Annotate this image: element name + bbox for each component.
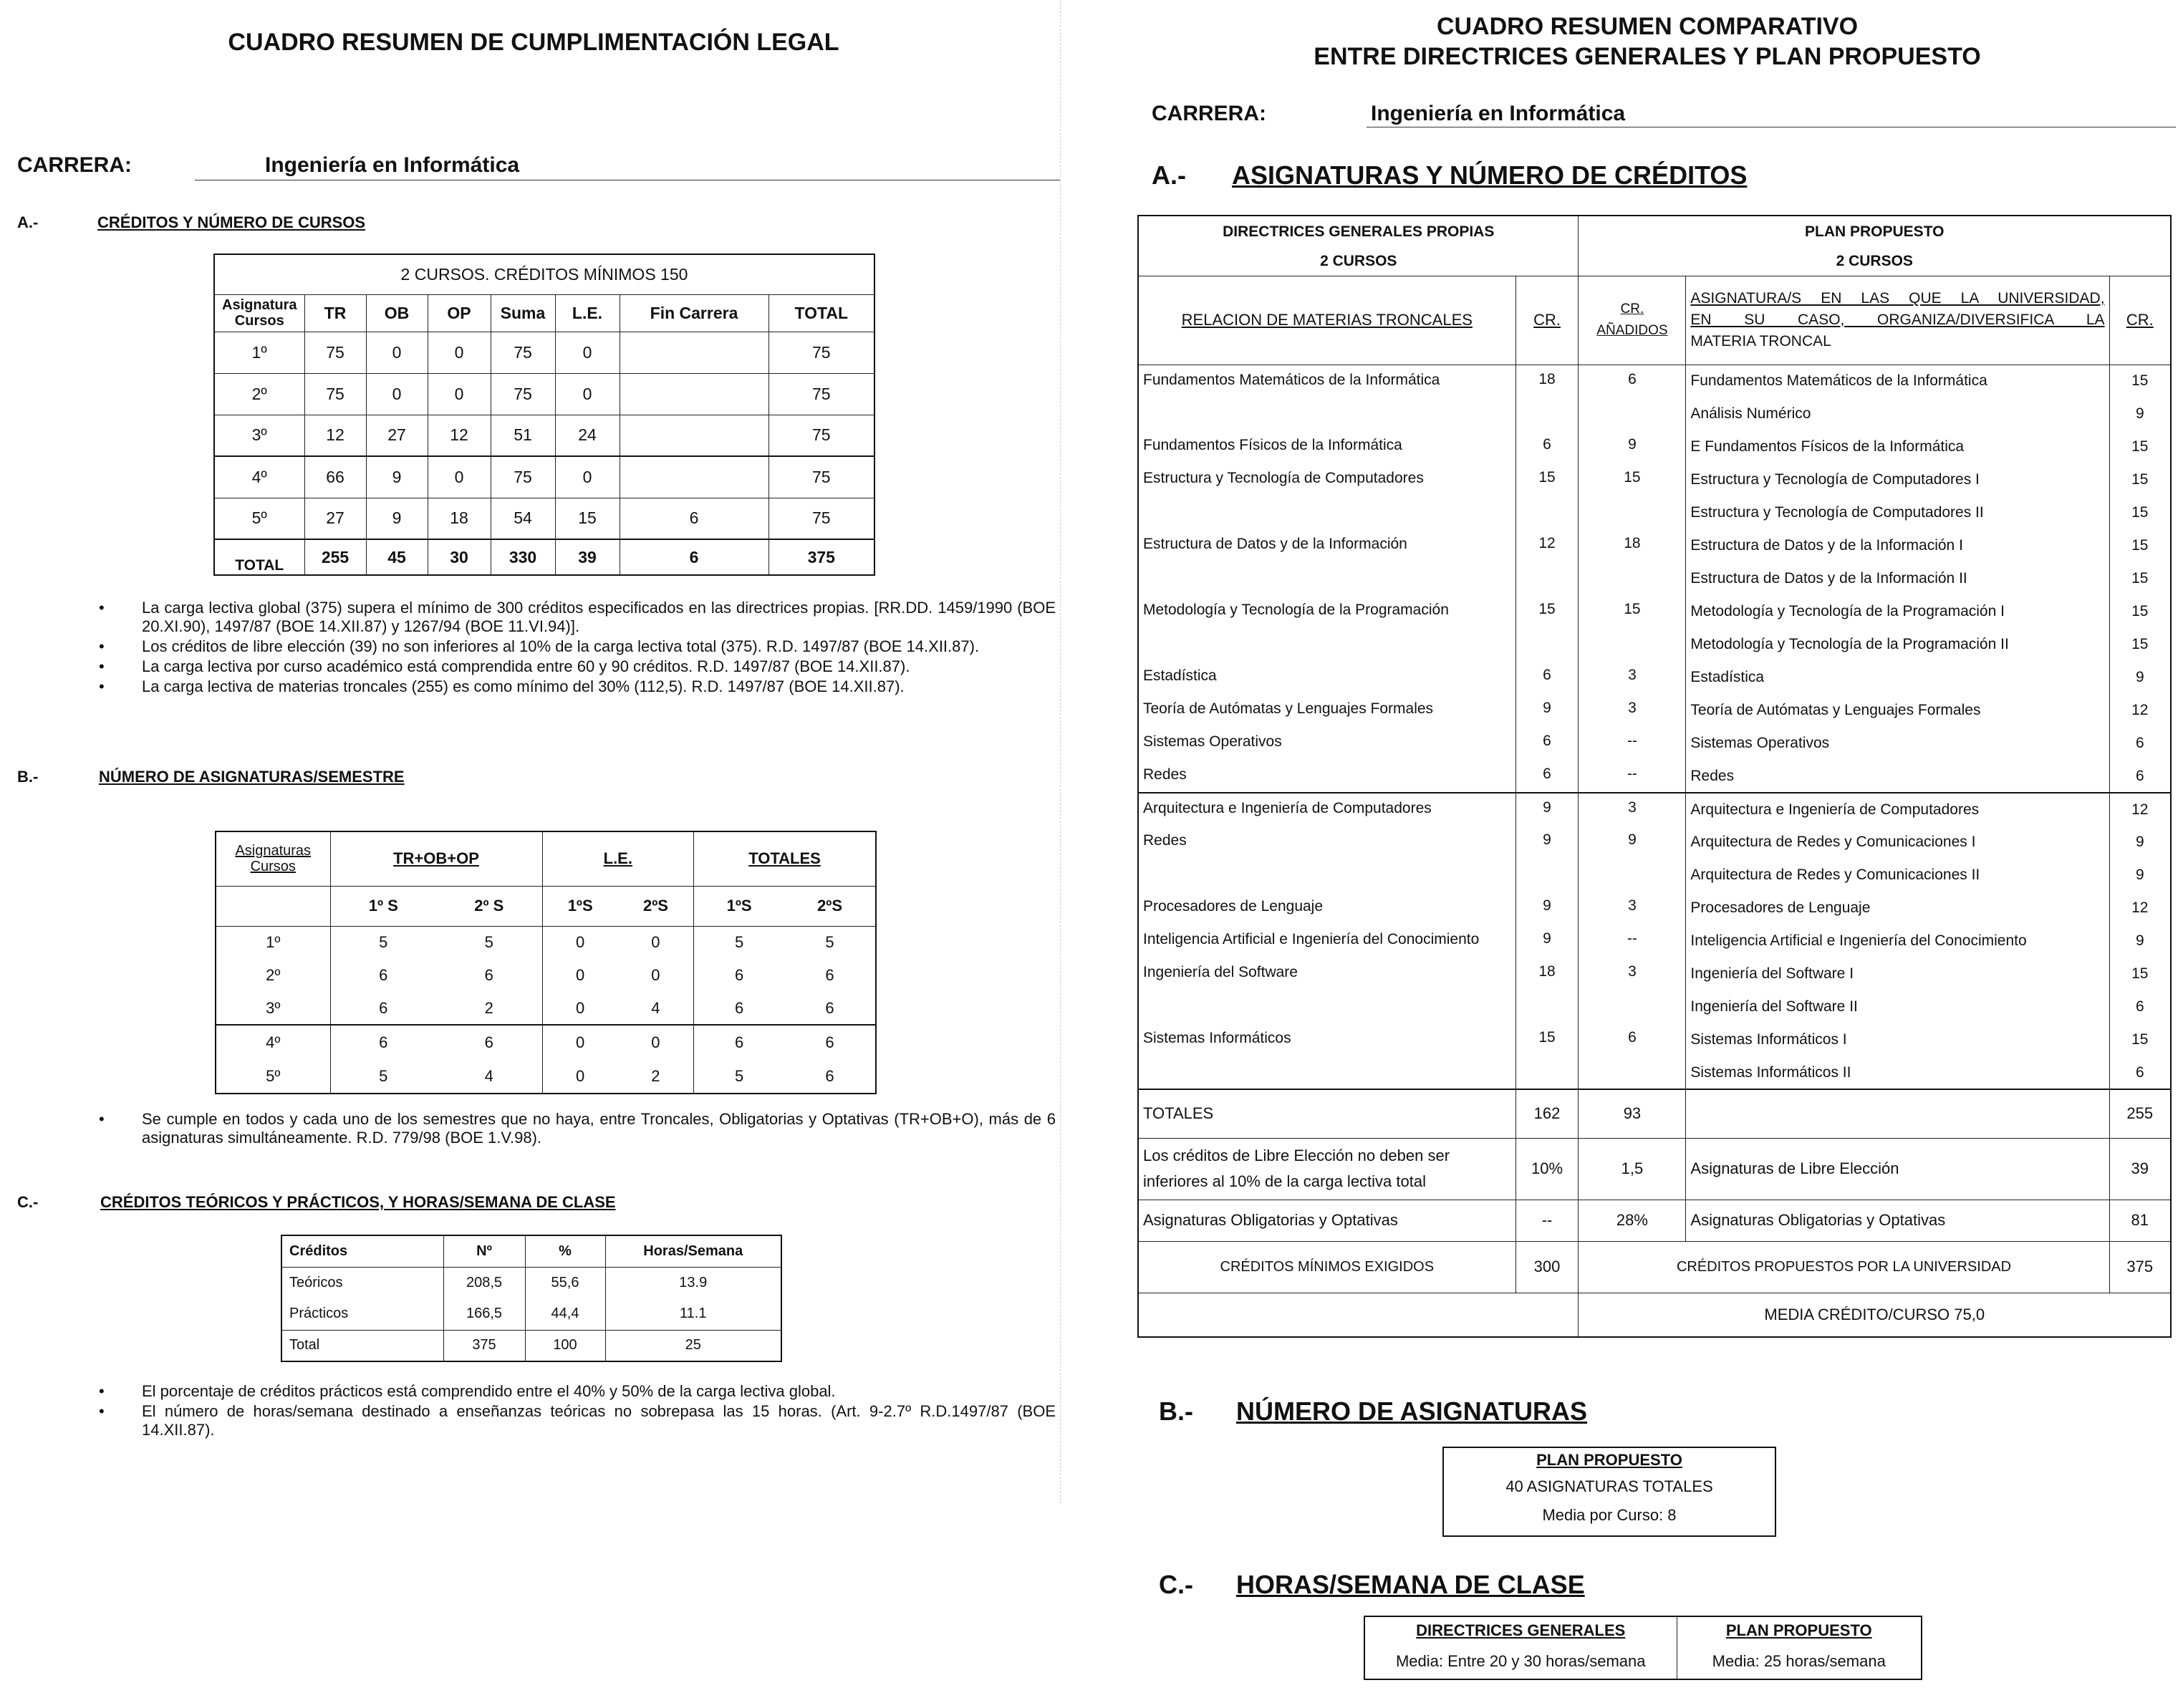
semester-sub: 2ºS (618, 886, 694, 926)
hours-header: Horas/Semana (605, 1235, 781, 1267)
credit-cell: 15 (2109, 595, 2171, 628)
credit-cell: 15 (1515, 463, 1579, 529)
table-row (1138, 760, 2171, 793)
asignatura-cell: Ingeniería del Software II (1686, 990, 2109, 1023)
semester-group: L.E. (542, 831, 694, 886)
credit-cell: 18 (1579, 529, 1686, 595)
pp-cursos: 2 CURSOS (1579, 247, 2171, 276)
dg-header: DIRECTRICES GENERALES PROPIAS (1138, 216, 1579, 247)
credit-cell: 9 (1579, 430, 1686, 463)
credit-cell: 9 (1579, 826, 1686, 892)
col-header: ASIGNATURA/S EN LAS QUE LA UNIVERSIDAD, EN SU CASO, ORGANIZA/DIVERSIFICA LA MATERIA TRONCAL (1686, 276, 2109, 365)
credit-cell: 9 (1515, 826, 1579, 892)
table-row (1138, 595, 2171, 628)
credit-cell: 6 (2109, 1056, 2171, 1089)
credit-cell: 9 (2109, 661, 2171, 694)
list-item: • La carga lectiva por curso académico está comprendida entre 60 y 90 créditos. R.D. 1497/87 (BOE 14.XII.87). (99, 657, 1056, 676)
materia-cell: Fundamentos Físicos de la Informática (1138, 430, 1515, 463)
credit-cell: 15 (1579, 463, 1686, 529)
credit-cell: 9 (1515, 694, 1579, 727)
asignatura-cell: Estructura de Datos y de la Información I (1686, 529, 2109, 562)
plan-box-media: Media por Curso: 8 (1542, 1506, 1677, 1524)
table-row: Prácticos 166,5 44,4 11.1 (281, 1298, 781, 1330)
credit-cell: 6 (2109, 727, 2171, 760)
table-row (1138, 694, 2171, 727)
hours-header: % (525, 1235, 605, 1267)
credit-cell: 15 (2109, 463, 2171, 496)
materia-cell: Ingeniería del Software (1138, 957, 1515, 1023)
table-row (1138, 430, 2171, 463)
credit-cell: 6 (1515, 430, 1579, 463)
minimos-row: CRÉDITOS MÍNIMOS EXIGIDOS 300 CRÉDITOS PROPUESTOS POR LA UNIVERSIDAD 375 (1138, 1241, 2171, 1293)
asignatura-cell: Redes (1686, 760, 2109, 793)
credit-cell: 9 (2109, 397, 2171, 430)
asignatura-cell: Inteligencia Artificial e Ingeniería del Conocimiento (1686, 925, 2109, 957)
materia-cell: Estructura de Datos y de la Información (1138, 529, 1515, 595)
credit-cell: -- (1579, 727, 1686, 760)
credit-cell: 6 (1515, 727, 1579, 760)
table-row: 3º 6 2 0 4 6 6 (216, 992, 876, 1025)
credit-cell: 9 (1515, 793, 1579, 826)
bullets-b (99, 1110, 1056, 1149)
page-divider (1060, 0, 1061, 1504)
credit-cell: 6 (2109, 760, 2171, 793)
plan-box-title: PLAN PROPUESTO (1536, 1451, 1682, 1469)
credit-cell: 15 (2109, 628, 2171, 661)
hours-compare-header: DIRECTRICES GENERALES (1364, 1616, 1677, 1644)
plan-box-total: 40 ASIGNATURAS TOTALES (1505, 1477, 1713, 1495)
credit-cell: 9 (2109, 859, 2171, 892)
materia-cell: Fundamentos Matemáticos de la Informática (1138, 365, 1515, 430)
credit-cell: 12 (2109, 793, 2171, 826)
credit-cell: 6 (1579, 1023, 1686, 1089)
carrera-label-right: CARRERA: (1152, 102, 1266, 125)
col-header: RELACION DE MATERIAS TRONCALES (1138, 276, 1515, 365)
table-row: 4º 66 9 0 75 0 75 (214, 456, 874, 498)
bullets-c (99, 1382, 1056, 1441)
hours-table (281, 1235, 782, 1362)
troncales-group-1 (1138, 365, 2171, 793)
credit-cell: 9 (1515, 925, 1579, 957)
credits-header: L.E. (555, 294, 620, 332)
col-header: CR. AÑADIDOS (1579, 276, 1686, 365)
hours-compare-table (1364, 1616, 1922, 1680)
section-c-title: CRÉDITOS TEÓRICOS Y PRÁCTICOS, Y HORAS/SEMANA DE CLASE (100, 1193, 616, 1211)
credit-cell: 6 (1579, 365, 1686, 430)
semester-h-asig: Asignaturas Cursos (216, 831, 330, 886)
list-item: • El número de horas/semana destinado a enseñanzas teóricas no sobrepasa las 15 horas. (Art. 9-2.7º R.D.1497/87 (BOE 14.XII.87). (99, 1402, 1056, 1439)
hours-header: Créditos (281, 1235, 443, 1267)
credits-header: TOTAL (768, 294, 874, 332)
credit-cell: 12 (2109, 694, 2171, 727)
table-row: 1º 5 5 0 0 5 5 (216, 926, 876, 959)
table-row (1138, 727, 2171, 760)
credit-cell: 12 (2109, 892, 2171, 925)
list-item: • La carga lectiva de materias troncales (255) es como mínimo del 30% (112,5). R.D. 1497/87 (BOE 14.XII.87). (99, 677, 1056, 696)
table-row: 1º 75 0 0 75 0 75 (214, 332, 874, 373)
asignatura-cell: Arquitectura de Redes y Comunicaciones II (1686, 859, 2109, 892)
table-row: 2º 6 6 0 0 6 6 (216, 959, 876, 992)
credit-cell: 9 (1515, 892, 1579, 925)
section-b-title-right: NÚMERO DE ASIGNATURAS (1236, 1396, 1588, 1426)
asignatura-cell: Estadística (1686, 661, 2109, 694)
semester-sub: 1º S (330, 886, 436, 926)
credit-cell: 15 (2109, 365, 2171, 397)
asignatura-cell: Ingeniería del Software I (1686, 957, 2109, 990)
list-item: • Los créditos de libre elección (39) no son inferiores al 10% de la carga lectiva total (375). R.D. 1497/87 (BOE 14.XII.87). (99, 637, 1056, 656)
comparison-table (1137, 215, 2172, 1338)
list-item: • El porcentaje de créditos prácticos está comprendido entre el 40% y 50% de la carga lectiva global. (99, 1382, 1056, 1401)
credit-cell: 15 (2109, 562, 2171, 595)
credit-cell: 6 (1515, 661, 1579, 694)
credit-cell: 6 (2109, 990, 2171, 1023)
credits-header: OB (366, 294, 428, 332)
credit-cell: 15 (2109, 957, 2171, 990)
table-row (1138, 793, 2171, 826)
oblig-row: Asignaturas Obligatorias y Optativas -- 28% Asignaturas Obligatorias y Optativas 81 (1138, 1200, 2171, 1241)
semester-sub: 1ºS (694, 886, 785, 926)
section-a-title-right: ASIGNATURAS Y NÚMERO DE CRÉDITOS (1232, 160, 1748, 190)
materia-cell: Estructura y Tecnología de Computadores (1138, 463, 1515, 529)
table-row (1138, 661, 2171, 694)
credit-cell: 15 (2109, 430, 2171, 463)
materia-cell: Redes (1138, 826, 1515, 892)
credit-cell: -- (1579, 925, 1686, 957)
credit-cell: 3 (1579, 661, 1686, 694)
credit-cell: 18 (1515, 957, 1579, 1023)
asignatura-cell: Sistemas Operativos (1686, 727, 2109, 760)
table-row: 5º 5 4 0 2 5 6 (216, 1059, 876, 1094)
credit-cell: 9 (2109, 925, 2171, 957)
media-row: MEDIA CRÉDITO/CURSO 75,0 (1138, 1293, 2171, 1337)
table-row (1138, 892, 2171, 925)
asignatura-cell: Procesadores de Lenguaje (1686, 892, 2109, 925)
semester-group: TOTALES (694, 831, 876, 886)
credit-cell: 15 (1515, 595, 1579, 661)
section-c-letter: C.- (17, 1193, 39, 1211)
right-title-2: ENTRE DIRECTRICES GENERALES Y PLAN PROPUESTO (1314, 43, 1981, 70)
dg-cursos: 2 CURSOS (1138, 247, 1579, 276)
materia-cell: Sistemas Operativos (1138, 727, 1515, 760)
credit-cell: 15 (2109, 529, 2171, 562)
table-row (1138, 957, 2171, 990)
carrera-value-right: Ingeniería en Informática (1371, 102, 1626, 125)
plan-box (1442, 1447, 1776, 1537)
semester-sub: 1ºS (542, 886, 618, 926)
table-row (1138, 463, 2171, 496)
credits-total-row: TOTAL 255 45 30 330 39 6 375 (214, 539, 874, 575)
asignatura-cell: Sistemas Informáticos II (1686, 1056, 2109, 1089)
credits-caption: 2 CURSOS. CRÉDITOS MÍNIMOS 150 (214, 254, 874, 294)
table-row (1138, 1023, 2171, 1056)
section-a-letter-right: A.- (1152, 160, 1186, 190)
hours-compare-value: Media: 25 horas/semana (1677, 1644, 1922, 1679)
semester-sub: 2ºS (784, 886, 876, 926)
section-a-title: CRÉDITOS Y NÚMERO DE CURSOS (97, 213, 366, 231)
semester-group: TR+OB+OP (330, 831, 542, 886)
totales-row: TOTALES 162 93 255 (1138, 1089, 2171, 1138)
asignatura-cell: Estructura de Datos y de la Información II (1686, 562, 2109, 595)
credits-header: TR (304, 294, 366, 332)
credits-header: Fin Carrera (620, 294, 768, 332)
materia-cell: Metodología y Tecnología de la Programación (1138, 595, 1515, 661)
materia-cell: Teoría de Autómatas y Lenguajes Formales (1138, 694, 1515, 727)
asignatura-cell: Análisis Numérico (1686, 397, 2109, 430)
asignatura-cell: Arquitectura e Ingeniería de Computadores (1686, 793, 2109, 826)
table-row (1138, 529, 2171, 562)
table-row (1138, 925, 2171, 957)
credit-cell: 15 (1515, 1023, 1579, 1089)
asignatura-cell: Fundamentos Matemáticos de la Informática (1686, 365, 2109, 397)
credits-header: Suma (491, 294, 555, 332)
col-header: CR. (2109, 276, 2171, 365)
asignatura-cell: E Fundamentos Físicos de la Informática (1686, 430, 2109, 463)
materia-cell: Redes (1138, 760, 1515, 793)
credit-cell: 15 (2109, 1023, 2171, 1056)
table-row: Teóricos 208,5 55,6 13.9 (281, 1267, 781, 1298)
table-row: Total 375 100 25 (281, 1330, 781, 1361)
table-row: 5º 27 9 18 54 15 6 75 (214, 498, 874, 539)
credit-cell: 15 (2109, 496, 2171, 529)
credit-cell: 6 (1515, 760, 1579, 793)
credit-cell: -- (1579, 760, 1686, 793)
credits-table (213, 254, 875, 576)
materia-cell: Sistemas Informáticos (1138, 1023, 1515, 1089)
materia-cell: Estadística (1138, 661, 1515, 694)
table-row: 4º 6 6 0 0 6 6 (216, 1025, 876, 1059)
section-b-letter: B.- (17, 768, 39, 786)
credit-cell: 3 (1579, 957, 1686, 1023)
hours-compare-value: Media: Entre 20 y 30 horas/semana (1364, 1644, 1677, 1679)
col-header: CR. (1515, 276, 1579, 365)
libre-row: Los créditos de Libre Elección no deben ser inferiores al 10% de la carga lectiva total 10% 1,5 Asignaturas de Libre Elección 39 (1138, 1138, 2171, 1200)
list-item: • La carga lectiva global (375) supera el mínimo de 300 créditos especificados en las directrices propias. [RR.DD. 1459/1990 (BOE 20.XI.90), 1497/87 (BOE 14.XII.87) y 1267/94 (BOE 11.VI.94)]. (99, 599, 1056, 636)
left-title: CUADRO RESUMEN DE CUMPLIMENTACIÓN LEGAL (228, 29, 839, 56)
table-row: 2º 75 0 0 75 0 75 (214, 373, 874, 415)
asignatura-cell: Metodología y Tecnología de la Programación II (1686, 628, 2109, 661)
credits-header: OP (428, 294, 491, 332)
section-b-letter-right: B.- (1159, 1396, 1193, 1426)
credit-cell: 9 (2109, 826, 2171, 859)
table-row (1138, 365, 2171, 397)
section-a-letter: A.- (17, 213, 39, 231)
troncales-group-2 (1138, 793, 2171, 1089)
pp-header: PLAN PROPUESTO (1579, 216, 2171, 247)
asignatura-cell: Teoría de Autómatas y Lenguajes Formales (1686, 694, 2109, 727)
table-row: 3º 12 27 12 51 24 75 (214, 415, 874, 456)
section-b-title: NÚMERO DE ASIGNATURAS/SEMESTRE (99, 768, 405, 786)
credit-cell: 18 (1515, 365, 1579, 430)
semester-table (215, 831, 877, 1094)
materia-cell: Inteligencia Artificial e Ingeniería del Conocimiento (1138, 925, 1515, 957)
asignatura-cell: Estructura y Tecnología de Computadores II (1686, 496, 2109, 529)
list-item: • Se cumple en todos y cada uno de los semestres que no haya, entre Troncales, Obligatorias y Optativas (TR+OB+O), más de 6 asignaturas simultáneamente. R.D. 779/98 (BOE 1.V.98). (99, 1110, 1056, 1147)
materia-cell: Procesadores de Lenguaje (1138, 892, 1515, 925)
carrera-label: CARRERA: (17, 153, 132, 177)
bullets-a (99, 599, 1056, 698)
hours-compare-header: PLAN PROPUESTO (1677, 1616, 1922, 1644)
asignatura-cell: Arquitectura de Redes y Comunicaciones I (1686, 826, 2109, 859)
credit-cell: 15 (1579, 595, 1686, 661)
asignatura-cell: Metodología y Tecnología de la Programación I (1686, 595, 2109, 628)
table-row (1138, 826, 2171, 859)
credits-h-asig: Asignatura Cursos (214, 294, 304, 332)
hours-header: Nº (443, 1235, 525, 1267)
carrera-value: Ingeniería en Informática (265, 153, 520, 177)
credit-cell: 3 (1579, 793, 1686, 826)
credit-cell: 3 (1579, 694, 1686, 727)
asignatura-cell: Sistemas Informáticos I (1686, 1023, 2109, 1056)
semester-sub: 2º S (436, 886, 542, 926)
right-title-1: CUADRO RESUMEN COMPARATIVO (1436, 13, 1859, 40)
credit-cell: 12 (1515, 529, 1579, 595)
materia-cell: Arquitectura e Ingeniería de Computadores (1138, 793, 1515, 826)
credit-cell: 3 (1579, 892, 1686, 925)
asignatura-cell: Estructura y Tecnología de Computadores I (1686, 463, 2109, 496)
section-c-letter-right: C.- (1159, 1570, 1193, 1599)
section-c-title-right: HORAS/SEMANA DE CLASE (1236, 1570, 1585, 1599)
